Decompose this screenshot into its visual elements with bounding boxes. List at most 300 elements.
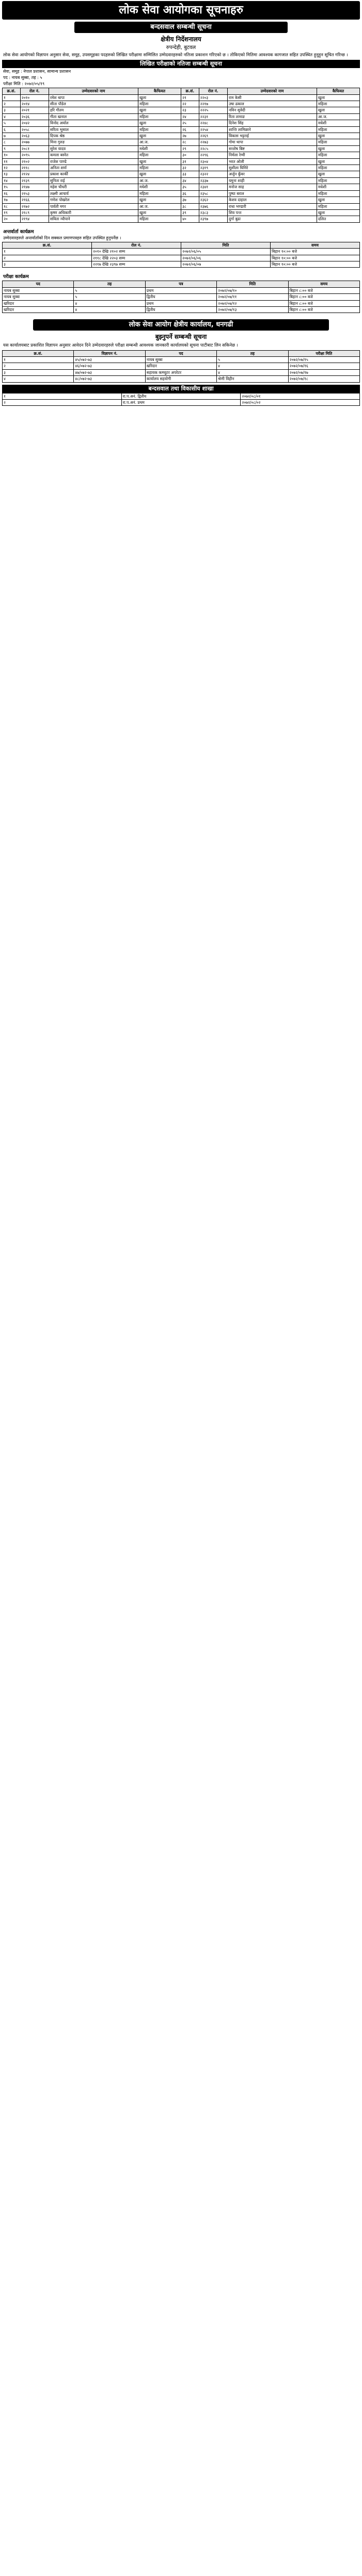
table-row	[3, 133, 360, 139]
table-cell: २३०४	[199, 158, 227, 165]
table-cell: बिहान १०:०० बजे	[271, 261, 360, 267]
table-cell: नविन सुवेदी	[227, 107, 317, 113]
table-cell: खुला	[138, 94, 181, 101]
second-notice-subtitle: बुझ्नुपर्ने सम्बन्धी सूचना	[155, 333, 207, 341]
table-cell: महिला	[138, 113, 181, 120]
table-cell: २१५३	[20, 190, 49, 196]
col-header: पद	[145, 350, 216, 356]
table-cell: २७	[181, 133, 199, 139]
table-cell: खुला	[138, 107, 181, 113]
table-cell: ४	[3, 113, 21, 120]
table-cell: २८	[181, 139, 199, 145]
second-notice-paragraph: यस कार्यालयबाट प्रकाशित विज्ञापन अनुसार आवेदन दिने उम्मेदवारहरुले परीक्षा सम्बन्धी आवश्यक जानकारी कार्यालयको सूचना पाटीबाट लिन सकिनेछ ।	[3, 342, 238, 348]
table-row	[3, 261, 360, 267]
table-cell: महिला	[317, 190, 359, 196]
table-cell: महेश चौधरी	[49, 184, 138, 190]
table-cell: ८	[3, 139, 21, 145]
table-cell: मिना गुरुङ	[49, 139, 138, 145]
table-cell: राजेश पाण्डे	[49, 158, 138, 165]
table-cell: महिला	[317, 126, 359, 133]
table-cell: खुला	[317, 209, 359, 216]
table-cell: अर्जुन कुँवर	[227, 171, 317, 177]
table-cell: प्रथम	[145, 300, 216, 306]
col-header: रोल नं.	[199, 88, 227, 94]
table-cell: ४७/०७२-७३	[74, 369, 145, 375]
table-cell: २०७२/०८/०२	[241, 400, 360, 406]
table-cell: विनोद अर्याल	[49, 120, 138, 126]
table-row	[3, 249, 360, 255]
col-header: तह	[74, 281, 145, 287]
table-row	[3, 300, 360, 306]
table-cell: २०७२/०८/०१	[241, 393, 360, 399]
footer-body	[3, 393, 360, 406]
meta-row: सेवा, समूह : नेपाल प्रशासन, सामान्य प्रशासन	[3, 69, 71, 74]
table-cell: खुला	[138, 158, 181, 165]
col-header: क्र.सं.	[181, 88, 199, 94]
table-cell: २२९६	[199, 152, 227, 158]
table-cell: सन्तोष बिष्ट	[227, 145, 317, 152]
table-cell: २०१०	[20, 94, 49, 101]
table-cell: रा.प.अनं. द्वितीय	[121, 393, 241, 399]
table-cell: २६	[181, 126, 199, 133]
table-cell: ४६/०७२-७३	[74, 363, 145, 369]
table-cell: २०७२/०७/१८	[288, 376, 359, 382]
table-cell: २३८३	[199, 209, 227, 216]
table-cell: १७	[3, 197, 21, 203]
table-cell: २०७२/०७/१६	[288, 363, 359, 369]
table-cell: शिव पन्त	[227, 209, 317, 216]
table-cell: रा.प.अनं. प्रथम	[121, 400, 241, 406]
table-cell: २१३९	[20, 177, 49, 184]
table-cell: २०७२/०७/१५	[288, 357, 359, 363]
table-cell: सुरेश यादव	[49, 145, 138, 152]
table-cell: २३९७	[199, 216, 227, 222]
table-cell: २१७२	[20, 203, 49, 209]
table-cell: २०१४	[20, 101, 49, 107]
table-cell: २३५८	[199, 190, 227, 196]
table-cell: महिला	[317, 152, 359, 158]
table-cell: २२३१	[199, 113, 227, 120]
table-cell: २३१९	[199, 165, 227, 171]
table-cell: कमला बस्नेत	[49, 152, 138, 158]
table-cell: ४८/०७२-७३	[74, 376, 145, 382]
table-cell: २३४१	[199, 184, 227, 190]
table-header-row	[3, 281, 360, 287]
table-cell: दिपक श्रेष्ठ	[49, 133, 138, 139]
table-row	[3, 120, 360, 126]
col-header: मिति	[217, 281, 288, 287]
table-cell: द्वितीय	[145, 294, 216, 300]
table-cell: २२२५	[199, 107, 227, 113]
table-cell: बिहान ८:०० बजे	[288, 306, 359, 313]
table-cell: ४	[3, 376, 74, 382]
table-cell: ५	[217, 357, 288, 363]
meta-row: पद : नायब सुब्बा, तह : ५	[3, 75, 42, 80]
table-cell: २२६९	[199, 133, 227, 139]
table-cell: २२१७	[199, 101, 227, 107]
table-cell: खुला	[317, 171, 359, 177]
col-header: उम्मेदवारको नाम	[49, 88, 138, 94]
table-cell: ४	[217, 369, 288, 375]
table-row	[3, 139, 360, 145]
table-cell: नायब सुब्बा	[3, 294, 74, 300]
table-cell: १६	[3, 190, 21, 196]
table-cell: १५	[3, 184, 21, 190]
table-cell: श्रेणी विहीन	[217, 376, 288, 382]
table-cell: खुला	[138, 133, 181, 139]
table-row	[3, 113, 360, 120]
schedule-table	[2, 281, 360, 313]
table-cell: निर्मला रेग्मी	[227, 152, 317, 158]
table-cell: खुला	[138, 171, 181, 177]
table-cell: २१६६	[20, 197, 49, 203]
table-cell: २२७३	[199, 139, 227, 145]
table-cell: २०७२/०७/११	[217, 294, 288, 300]
table-row	[3, 255, 360, 261]
table-cell: खरिदार	[3, 306, 74, 313]
table-row	[3, 126, 360, 133]
table-cell: मधेशी	[317, 120, 359, 126]
col-header: क्र.सं.	[3, 242, 92, 248]
table-cell: आ.ज.	[138, 177, 181, 184]
table-cell: ३८	[181, 203, 199, 209]
table-cell: मनोज साह	[227, 184, 317, 190]
col-header: कैफियत	[317, 88, 359, 94]
table-cell: बिहान १०:०० बजे	[271, 249, 360, 255]
page-title: लोक सेवा आयोगका सूचनाहरु	[2, 1, 360, 20]
table-cell: दिनेश सिंह	[227, 120, 317, 126]
table-row	[3, 177, 360, 184]
table-cell: बिहान ८:०० बजे	[288, 287, 359, 293]
table-cell: आ.ज.	[138, 139, 181, 145]
table-cell: २	[3, 400, 122, 406]
schedule-title: परीक्षा कार्यक्रम	[3, 274, 29, 280]
table-cell: ७	[3, 133, 21, 139]
table-cell: २१२४	[20, 171, 49, 177]
second-notice-body	[3, 357, 360, 383]
office-place: रुपन्देही, बुटवल	[166, 45, 196, 51]
table-cell: सविता न्यौपाने	[49, 216, 138, 222]
table-cell: २१०२	[20, 158, 49, 165]
table-cell: यमुना शाही	[227, 177, 317, 184]
table-cell: आ.ज.	[317, 113, 359, 120]
table-cell: विकास भट्टराई	[227, 133, 317, 139]
table-cell: नायब सुब्बा	[145, 357, 216, 363]
table-cell: २०७२/०७/१३	[217, 306, 288, 313]
table-cell: महिला	[138, 126, 181, 133]
table-cell: दुर्गा बुढा	[227, 216, 317, 222]
table-cell: सीता पौडेल	[49, 101, 138, 107]
col-header: उम्मेदवारको नाम	[227, 88, 317, 94]
notice-page	[2, 1, 360, 406]
table-cell: रिता तामाङ	[227, 113, 317, 120]
second-notice-table	[2, 350, 360, 383]
col-header: विज्ञापन नं.	[74, 350, 145, 356]
table-cell: ३४	[181, 177, 199, 184]
col-header: कैफियत	[138, 88, 181, 94]
table-cell: ४	[217, 363, 288, 369]
table-cell: २११८ देखि २२०३ सम्म	[92, 255, 181, 261]
result-list-table	[2, 88, 360, 223]
table-row	[3, 158, 360, 165]
col-header: समय	[271, 242, 360, 248]
table-row	[3, 94, 360, 101]
table-cell: मधेशी	[317, 184, 359, 190]
table-cell: २०७७	[20, 139, 49, 145]
table-cell: २०८१	[20, 145, 49, 152]
table-cell: महिला	[317, 165, 359, 171]
table-row	[3, 369, 360, 375]
col-header: क्र.सं.	[3, 88, 21, 94]
table-cell: पार्वती मगर	[49, 203, 138, 209]
col-header: समय	[288, 281, 359, 287]
table-cell: गणेश पोखरेल	[49, 197, 138, 203]
table-cell: गोमा थापा	[227, 139, 317, 145]
table-row	[3, 197, 360, 203]
interview-table	[2, 242, 360, 268]
table-cell: ३६	[181, 190, 199, 196]
table-cell: २०७२/०६/०५	[181, 249, 271, 255]
table-cell: प्रकाश कार्की	[49, 171, 138, 177]
col-header: तह	[217, 350, 288, 356]
table-cell: १४	[3, 177, 21, 184]
interview-body	[3, 249, 360, 268]
table-cell: १२	[3, 165, 21, 171]
table-cell: २०७२/०७/१०	[217, 287, 288, 293]
table-cell: २३३७	[199, 177, 227, 184]
table-row	[3, 306, 360, 313]
table-cell: २३७६	[199, 203, 227, 209]
table-cell: २	[3, 363, 74, 369]
interview-title: अन्तर्वार्ता कार्यक्रम	[3, 229, 34, 235]
meta-row: परीक्षा मिति : २०७२/०५/१९	[3, 81, 45, 87]
table-cell: राधा भण्डारी	[227, 203, 317, 209]
table-cell: २९	[181, 145, 199, 152]
table-cell: हरि गौतम	[49, 107, 138, 113]
col-header: मिति	[181, 242, 271, 248]
table-cell: २	[3, 255, 92, 261]
table-cell: १८	[3, 203, 21, 209]
table-cell: द्वितीय	[145, 306, 216, 313]
table-cell: २२१७ देखि २३९७ सम्म	[92, 261, 181, 267]
office-name: क्षेत्रीय निर्देशनालय	[161, 36, 201, 43]
table-row	[3, 287, 360, 293]
table-cell: २११८	[20, 165, 49, 171]
table-row	[3, 184, 360, 190]
table-row	[3, 393, 360, 399]
table-cell: खुला	[317, 94, 359, 101]
table-cell: ३७	[181, 197, 199, 203]
table-cell: ३०	[181, 152, 199, 158]
table-cell: १९	[3, 209, 21, 216]
table-cell: ३३	[181, 171, 199, 177]
table-cell: शान्ति लामिछाने	[227, 126, 317, 133]
table-row	[3, 363, 360, 369]
table-cell: २१९४	[20, 216, 49, 222]
table-row	[3, 190, 360, 196]
table-cell: २२४८	[199, 120, 227, 126]
table-row	[3, 152, 360, 158]
table-row	[3, 216, 360, 222]
table-cell: २०	[3, 216, 21, 222]
table-cell: ४	[74, 306, 145, 313]
table-cell: गीता खनाल	[49, 113, 138, 120]
table-cell: १	[3, 94, 21, 101]
table-cell: ५	[3, 120, 21, 126]
table-cell: खुला	[138, 120, 181, 126]
table-row	[3, 376, 360, 382]
table-cell: ३	[3, 107, 21, 113]
result-title: लिखित परीक्षाको नतिजा सम्बन्धी सूचना	[2, 60, 360, 68]
table-row	[3, 294, 360, 300]
table-cell: १	[3, 357, 74, 363]
table-cell: २०७२/०७/१७	[288, 369, 359, 375]
table-cell: महिला	[138, 216, 181, 222]
table-cell: महिला	[317, 177, 359, 184]
table-cell: सरिता भुसाल	[49, 126, 138, 133]
table-row	[3, 357, 360, 363]
table-cell: ९	[3, 145, 21, 152]
table-row	[3, 165, 360, 171]
table-row	[3, 107, 360, 113]
table-cell: २१	[181, 94, 199, 101]
section-title: बन्दसवाल सम्बन्धी सूचना	[74, 22, 288, 33]
table-row	[3, 203, 360, 209]
table-cell: २३६२	[199, 197, 227, 203]
table-cell: केशव दाहाल	[227, 197, 317, 203]
table-cell: २५	[181, 120, 199, 126]
table-cell: मधेशी	[138, 184, 181, 190]
table-cell: लक्ष्मी आचार्य	[49, 190, 138, 196]
table-row	[3, 145, 360, 152]
table-cell: महिला	[317, 139, 359, 145]
table-cell: १	[3, 249, 92, 255]
col-header: रोल नं.	[92, 242, 181, 248]
table-cell: बिहान ८:०० बजे	[288, 300, 359, 306]
col-header: परीक्षा मिति	[288, 350, 359, 356]
table-cell: २३	[181, 107, 199, 113]
footer-band: बन्दसवाल तथा विकासीय शाखा	[2, 385, 360, 393]
table-cell: सुशीला घिमिरे	[227, 165, 317, 171]
table-cell: २४	[181, 113, 199, 120]
table-cell: राम केसी	[227, 94, 317, 101]
table-cell: २०७२/०६/०६	[181, 255, 271, 261]
footer-table	[2, 393, 360, 406]
table-cell: खुला	[317, 107, 359, 113]
table-cell: खुला	[317, 197, 359, 203]
table-cell: खुला	[317, 133, 359, 139]
table-cell: पुष्पा बराल	[227, 190, 317, 196]
table-cell: कृष्ण अधिकारी	[49, 209, 138, 216]
table-cell: २०१० देखि २१०२ सम्म	[92, 249, 181, 255]
interview-note: उम्मेदवारहरुले अन्तर्वार्ताको दिन सक्कल प्रमाणपत्रहरु सहित उपस्थित हुनुपर्नेछ ।	[3, 235, 121, 240]
table-cell: ४०	[181, 216, 199, 222]
table-cell: मधेशी	[138, 145, 181, 152]
table-cell: २०६३	[20, 133, 49, 139]
table-row	[3, 171, 360, 177]
table-cell: ५	[74, 294, 145, 300]
second-notice-title: लोक सेवा आयोग क्षेत्रीय कार्यालय, धनगढी	[33, 319, 329, 331]
table-cell: अनिता शर्मा	[49, 165, 138, 171]
table-cell: महिला	[317, 203, 359, 209]
table-cell: २०३६	[20, 113, 49, 120]
table-cell: खरिदार	[145, 363, 216, 369]
table-cell: २०२१	[20, 107, 49, 113]
table-cell: उषा ढकाल	[227, 101, 317, 107]
table-cell: आ.ज.	[138, 203, 181, 209]
table-cell: ३२	[181, 165, 199, 171]
table-header-row	[3, 88, 360, 94]
table-cell: २१४७	[20, 184, 49, 190]
col-header: पद	[3, 281, 74, 287]
table-cell: खरिदार	[3, 300, 74, 306]
table-cell: ४	[74, 300, 145, 306]
table-row	[3, 400, 360, 406]
table-cell: सुनिता राई	[49, 177, 138, 184]
table-cell: ३	[3, 261, 92, 267]
table-cell: २०५८	[20, 126, 49, 133]
table-cell: २०७२/०६/०७	[181, 261, 271, 267]
table-cell: खुला	[317, 145, 359, 152]
table-cell: ३१	[181, 158, 199, 165]
table-cell: खुला	[138, 209, 181, 216]
table-row	[3, 101, 360, 107]
table-header-row	[3, 242, 360, 248]
table-cell: खुला	[317, 158, 359, 165]
table-header-row	[3, 350, 360, 356]
table-cell: प्रथम	[145, 287, 216, 293]
table-cell: बिहान १०:०० बजे	[271, 255, 360, 261]
table-cell: २३२२	[199, 171, 227, 177]
table-cell: कार्यालय सहयोगी	[145, 376, 216, 382]
table-cell: महिला	[138, 190, 181, 196]
table-cell: २१८९	[20, 209, 49, 216]
table-cell: १३	[3, 171, 21, 177]
table-cell: २०४२	[20, 120, 49, 126]
col-header: पत्र	[145, 281, 216, 287]
schedule-body	[3, 287, 360, 313]
col-header: क्र.सं.	[3, 350, 74, 356]
table-cell: ४५/०७२-७३	[74, 357, 145, 363]
table-cell: ३	[3, 369, 74, 375]
table-cell: बिहान ८:०० बजे	[288, 294, 359, 300]
table-cell: २०७२/०७/१२	[217, 300, 288, 306]
table-cell: दलित	[317, 216, 359, 222]
table-cell: १	[3, 393, 122, 399]
table-cell: रमेश थापा	[49, 94, 138, 101]
table-cell: महिला	[138, 165, 181, 171]
table-cell: महिला	[317, 101, 359, 107]
result-list-body	[3, 94, 360, 222]
table-cell: महिला	[138, 101, 181, 107]
table-cell: ३५	[181, 184, 199, 190]
table-cell: ५	[74, 287, 145, 293]
table-cell: २२५४	[199, 126, 227, 133]
table-cell: २०९५	[20, 152, 49, 158]
intro-paragraph: लोक सेवा आयोगको विज्ञापन अनुसार सेवा, समूह, उपसमूहका पदहरुको लिखित परीक्षामा सम्मिलित उम्मेदवारहरुको नतिजा प्रकाशन गरिएको छ । तोकिएको मितिमा आवश्यक कागजात सहित उपस्थित हुनुहुन सूचित गरिन्छ ।	[3, 52, 348, 57]
table-cell: ६	[3, 126, 21, 133]
table-cell: महिला	[138, 152, 181, 158]
table-cell: सहायक कम्प्युटर अपरेटर	[145, 369, 216, 375]
table-cell: २	[3, 101, 21, 107]
table-cell: २२८५	[199, 145, 227, 152]
table-cell: ३९	[181, 209, 199, 216]
table-row	[3, 209, 360, 216]
table-cell: २२०३	[199, 94, 227, 101]
table-cell: भरत ओली	[227, 158, 317, 165]
col-header: रोल नं.	[20, 88, 49, 94]
table-cell: खुला	[138, 197, 181, 203]
